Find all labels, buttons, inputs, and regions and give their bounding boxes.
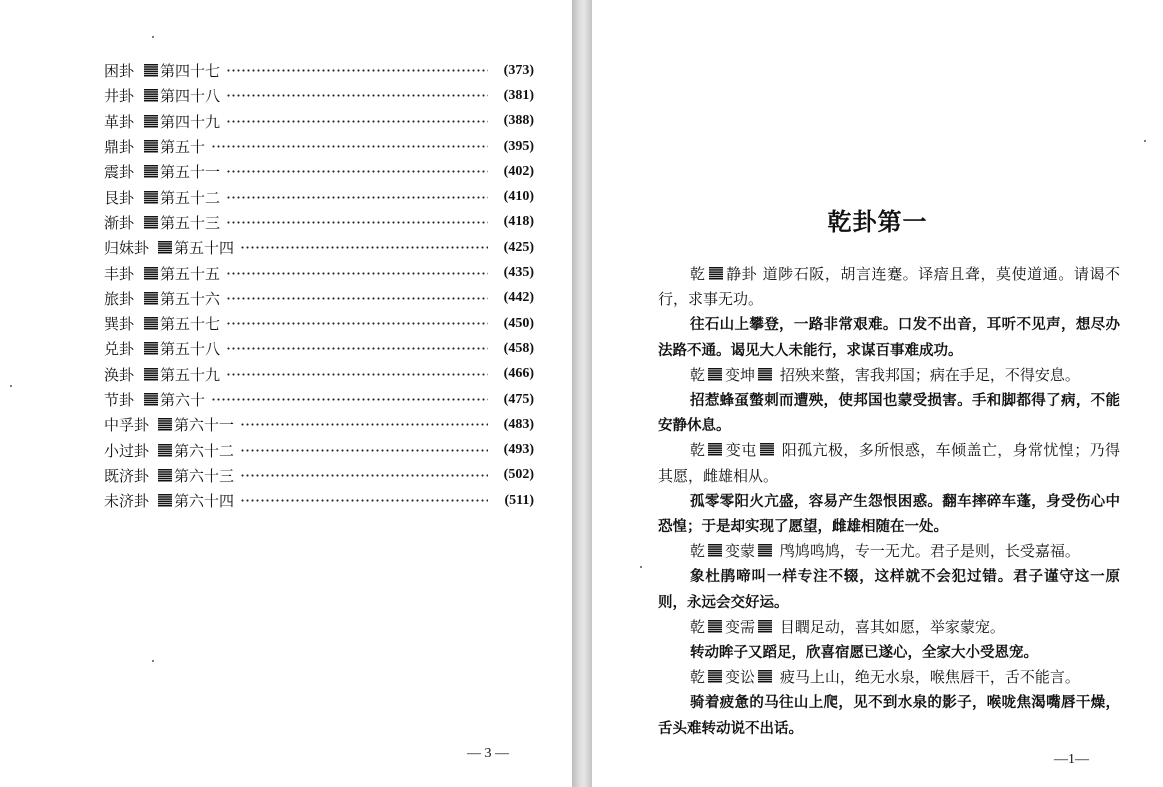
- hexagram-change-label: 变蒙: [725, 542, 756, 561]
- toc-leader-dots: [226, 322, 488, 325]
- page-number-left: — 3 —: [467, 746, 509, 761]
- toc-hexagram-number: 第五十一: [160, 163, 221, 182]
- right-page: [592, 0, 1163, 787]
- chapter-body: [658, 262, 1120, 741]
- hexagram-icon: [158, 494, 172, 507]
- toc-hexagram-number: 第六十二: [174, 441, 235, 460]
- toc-hexagram-number: 第五十六: [160, 289, 221, 308]
- toc-page-number: (410): [503, 189, 534, 205]
- verse-text: 疲马上山，绝无水泉，喉焦唇干，舌不能言。: [779, 668, 1080, 687]
- toc-hexagram-name: 革卦: [104, 112, 135, 131]
- toc-hexagram-name: 未济卦: [104, 492, 150, 511]
- toc-hexagram-number: 第六十一: [174, 416, 235, 435]
- hexagram-icon: [708, 368, 722, 381]
- toc-page-number: (435): [503, 265, 534, 281]
- toc-leader-dots: [240, 246, 488, 249]
- verse-line: [658, 438, 1120, 488]
- page-number-right: —1—: [1054, 752, 1089, 767]
- hexagram-icon: [144, 115, 158, 128]
- verse-line: [658, 665, 1120, 690]
- hexagram-icon: [758, 368, 772, 381]
- toc-leader-dots: [211, 398, 488, 401]
- toc-entry[interactable]: [104, 109, 534, 134]
- hexagram-icon: [144, 140, 158, 153]
- toc-hexagram-name: 涣卦: [104, 365, 135, 384]
- left-page: [0, 0, 572, 787]
- chapter-title: 乾卦第一: [827, 208, 928, 236]
- toc-leader-dots: [240, 499, 488, 502]
- hexagram-icon: [158, 444, 172, 457]
- toc-leader-dots: [226, 297, 488, 300]
- toc-hexagram-name: 中孚卦: [104, 416, 150, 435]
- toc-entry[interactable]: [104, 311, 534, 336]
- toc-leader-dots: [240, 449, 488, 452]
- scan-speck: [640, 566, 642, 568]
- toc-hexagram-number: 第五十三: [160, 213, 221, 232]
- verse-line: [658, 363, 1120, 388]
- hexagram-icon: [144, 89, 158, 102]
- commentary-paragraph: 象杜鹃啼叫一样专注不辍，这样就不会犯过错。君子谨守这一原则，永远会交好运。: [658, 568, 1120, 611]
- hexagram-change-label: 变需: [725, 617, 756, 636]
- toc-hexagram-name: 震卦: [104, 163, 135, 182]
- hexagram-icon: [144, 216, 158, 229]
- toc-hexagram-name: 节卦: [104, 391, 135, 409]
- verse-text: 鸤鸠鸣鸠，专一无尤。君子是则，长受嘉福。: [779, 542, 1080, 561]
- toc-leader-dots: [240, 423, 488, 426]
- toc-hexagram-number: 第六十: [160, 391, 206, 409]
- hexagram-icon: [144, 292, 158, 305]
- toc-entry[interactable]: [104, 362, 534, 387]
- toc-hexagram-number: 第四十八: [160, 87, 221, 106]
- hexagram-head: 乾: [690, 617, 706, 636]
- toc-hexagram-number: 第六十三: [174, 466, 235, 485]
- hexagram-change-label: 变屯: [725, 441, 757, 460]
- toc-leader-dots: [211, 145, 488, 148]
- hexagram-head: 乾: [690, 668, 706, 687]
- toc-page-number: (418): [503, 214, 534, 230]
- hexagram-head: 乾: [690, 542, 706, 561]
- commentary-paragraph: 转动眸子又蹈足，欣喜宿愿已遂心，全家大小受恩宠。: [690, 644, 1038, 662]
- hexagram-icon: [158, 469, 172, 482]
- hexagram-icon: [758, 544, 772, 557]
- hexagram-icon: [158, 241, 172, 254]
- toc-hexagram-name: 小过卦: [104, 441, 150, 460]
- toc-hexagram-number: 第五十: [160, 138, 206, 157]
- toc-entry[interactable]: [104, 412, 534, 437]
- toc-page-number: (381): [503, 87, 534, 103]
- toc-hexagram-name: 渐卦: [104, 213, 135, 232]
- hexagram-icon: [158, 418, 172, 431]
- toc-entry[interactable]: [104, 134, 534, 159]
- hexagram-change-label: 变讼: [725, 668, 756, 687]
- toc-page-number: (511): [504, 492, 534, 508]
- hexagram-head: 乾: [690, 265, 706, 283]
- verse-text: 阳孤亢极，多所恨惑，车倾盖亡，身常忧惶；乃得其愿，雌雄相从。: [658, 441, 1120, 485]
- scan-speck: [152, 36, 154, 38]
- verse-line: [658, 539, 1120, 564]
- hexagram-icon: [758, 620, 772, 633]
- toc-page-number: (373): [503, 62, 534, 78]
- toc-page-number: (425): [503, 239, 534, 255]
- scan-speck: [10, 385, 12, 387]
- toc-entry[interactable]: [104, 184, 534, 209]
- toc-leader-dots: [226, 373, 488, 376]
- toc-hexagram-number: 第五十二: [160, 188, 221, 207]
- toc-leader-dots: [226, 69, 488, 72]
- toc-hexagram-name: 巽卦: [104, 315, 135, 334]
- hexagram-icon: [708, 544, 722, 557]
- toc-hexagram-name: 既济卦: [104, 466, 150, 485]
- toc-hexagram-number: 第四十七: [160, 62, 221, 81]
- toc-entry[interactable]: [104, 235, 534, 260]
- hexagram-icon: [708, 670, 722, 683]
- toc-page-number: (483): [503, 416, 534, 432]
- toc-entry[interactable]: [104, 210, 534, 235]
- table-of-contents: [104, 58, 534, 513]
- hexagram-icon: [144, 165, 158, 178]
- hexagram-icon: [758, 670, 772, 683]
- toc-entry[interactable]: [104, 286, 534, 311]
- toc-hexagram-name: 兑卦: [104, 340, 135, 359]
- toc-leader-dots: [226, 94, 488, 97]
- toc-hexagram-name: 鼎卦: [104, 138, 135, 157]
- toc-leader-dots: [226, 221, 488, 224]
- toc-hexagram-name: 艮卦: [104, 188, 135, 207]
- commentary-paragraph: 招惹蜂虿螫刺而遭殃，使邦国也蒙受损害。手和脚都得了病，不能安静休息。: [658, 392, 1120, 435]
- toc-hexagram-number: 第五十九: [160, 365, 221, 384]
- toc-leader-dots: [226, 170, 488, 173]
- verse-text: 道陟石阪，胡言连蹇。译瘖且聋，莫使道通。请谒不行，求事无功。: [658, 265, 1120, 309]
- toc-entry[interactable]: [104, 387, 534, 412]
- toc-leader-dots: [226, 272, 488, 275]
- verse-line: [658, 615, 1120, 640]
- toc-hexagram-name: 归妹卦: [104, 239, 150, 258]
- hexagram-icon: [144, 191, 158, 204]
- hexagram-change-label: 静卦: [725, 265, 758, 283]
- hexagram-icon: [144, 267, 158, 280]
- hexagram-icon: [144, 317, 158, 330]
- hexagram-icon: [760, 443, 774, 456]
- toc-page-number: (395): [503, 138, 534, 154]
- toc-hexagram-number: 第五十七: [160, 315, 221, 334]
- toc-page-number: (388): [503, 113, 534, 129]
- verse-line: [658, 262, 1120, 312]
- toc-entry[interactable]: [104, 463, 534, 488]
- toc-hexagram-number: 第五十八: [160, 340, 221, 359]
- toc-page-number: (475): [503, 391, 534, 407]
- commentary-paragraph: 骑着疲惫的马往山上爬，见不到水泉的影子，喉咙焦渴嘴唇干燥，舌头难转动说不出话。: [658, 694, 1120, 737]
- toc-hexagram-name: 丰卦: [104, 264, 135, 283]
- toc-entry[interactable]: [104, 488, 534, 513]
- toc-leader-dots: [226, 120, 488, 123]
- hexagram-icon: [144, 368, 158, 381]
- toc-hexagram-number: 第四十九: [160, 112, 221, 131]
- hexagram-icon: [144, 393, 158, 406]
- hexagram-change-label: 变坤: [725, 365, 756, 384]
- toc-hexagram-number: 第六十四: [174, 492, 235, 511]
- toc-entry[interactable]: [104, 83, 534, 108]
- commentary-paragraph: 孤零零阳火亢盛，容易产生怨恨困惑。翻车摔碎车蓬，身受伤心中恐惶；于是却实现了愿望，雌雄相随在一处。: [658, 492, 1120, 536]
- toc-leader-dots: [226, 347, 488, 350]
- toc-hexagram-name: 井卦: [104, 87, 135, 106]
- hexagram-head: 乾: [690, 365, 706, 384]
- toc-page-number: (442): [503, 290, 534, 306]
- verse-text: 目瞤足动，喜其如愿，举家蒙宠。: [779, 617, 1005, 636]
- toc-entry[interactable]: [104, 336, 534, 361]
- toc-page-number: (466): [503, 366, 534, 382]
- toc-page-number: (502): [503, 467, 534, 483]
- toc-page-number: (458): [503, 340, 534, 356]
- toc-entry[interactable]: [104, 58, 534, 83]
- toc-leader-dots: [240, 474, 488, 477]
- verse-text: 招殃来螫，害我邦国；病在手足，不得安息。: [779, 365, 1080, 384]
- scan-speck: [152, 660, 154, 662]
- hexagram-head: 乾: [690, 441, 706, 460]
- hexagram-icon: [144, 342, 158, 355]
- hexagram-icon: [708, 620, 722, 633]
- scan-speck: [1144, 140, 1146, 142]
- hexagram-icon: [708, 443, 722, 456]
- toc-page-number: (402): [503, 163, 534, 179]
- hexagram-icon: [144, 64, 158, 77]
- toc-page-number: (493): [503, 442, 534, 458]
- toc-entry[interactable]: [104, 437, 534, 462]
- toc-hexagram-name: 旅卦: [104, 289, 135, 308]
- toc-leader-dots: [226, 196, 488, 199]
- toc-page-number: (450): [503, 315, 534, 331]
- toc-hexagram-number: 第五十四: [174, 239, 235, 258]
- toc-entry[interactable]: [104, 159, 534, 184]
- book-gutter: [572, 0, 592, 787]
- hexagram-icon: [709, 267, 723, 280]
- commentary-paragraph: 往石山上攀登，一路非常艰难。口发不出音，耳听不见声，想尽办法路不通。谒见大人未能行，求谋百事难成功。: [658, 316, 1120, 359]
- toc-entry[interactable]: [104, 260, 534, 285]
- toc-hexagram-number: 第五十五: [160, 264, 221, 283]
- toc-hexagram-name: 困卦: [104, 62, 135, 81]
